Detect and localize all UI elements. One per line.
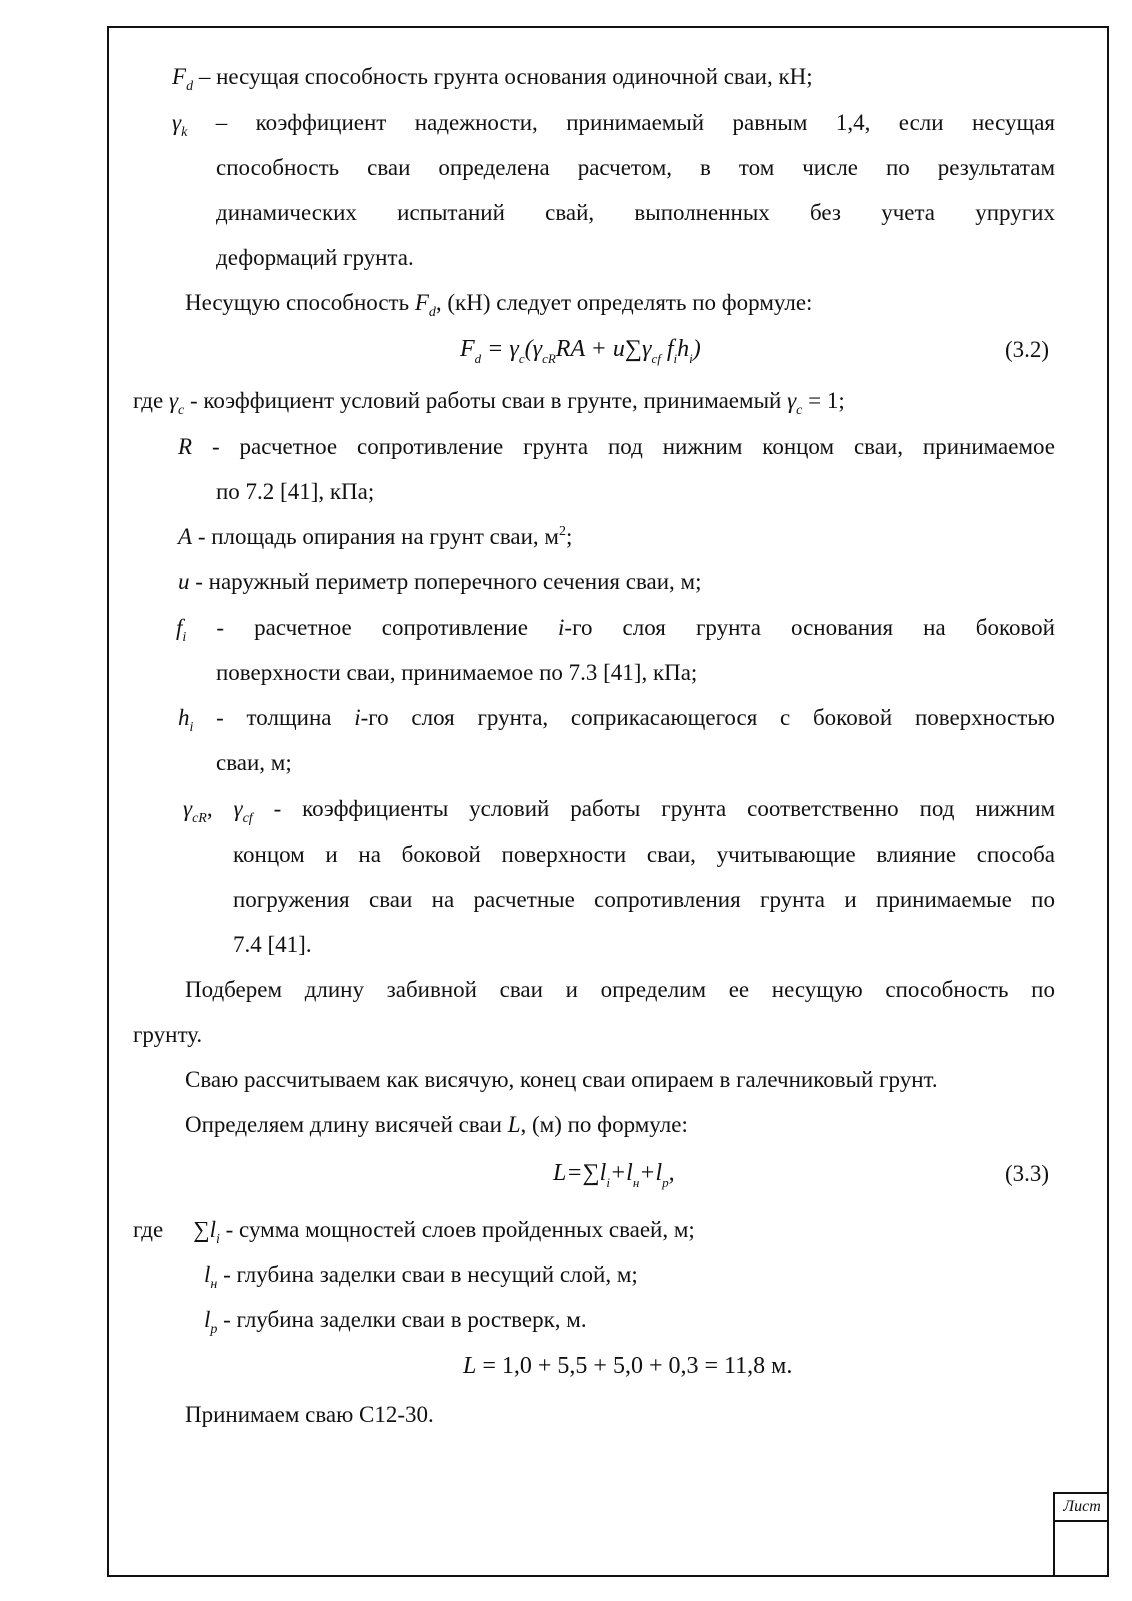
where-lead: где xyxy=(133,388,169,413)
def-fd xyxy=(172,63,813,95)
def-gcr xyxy=(183,795,1055,827)
sym-l-p: l xyxy=(204,1307,211,1332)
formula-3-3: $L=\sum l_i+l_н+l_p$, xyxy=(553,1160,675,1190)
para-length-before: Определяем длину висячей сваи xyxy=(185,1112,508,1137)
para-fd-before: Несущую способность xyxy=(185,290,415,315)
def-fi-a: - расчетное сопротивление xyxy=(186,615,559,640)
formula-3-3-number: (3.3) xyxy=(1005,1161,1050,1186)
def-a-sup: 2 xyxy=(558,524,566,539)
def-fd-text: – несущая способность грунта основания одиночной сваи, кН; xyxy=(193,64,813,89)
def-ln-text: - глубина заделки сваи в несущий слой, м; xyxy=(217,1262,638,1287)
para-length-sym: L xyxy=(507,1112,521,1137)
para-length-after: , (м) по формуле: xyxy=(520,1112,688,1137)
sym-a: A xyxy=(178,524,193,549)
sym-l-n: l xyxy=(204,1262,211,1287)
sub-h-i: i xyxy=(189,720,194,735)
sym-f: F xyxy=(172,64,187,89)
para-fd-sub: d xyxy=(428,305,436,320)
sym-gamma: γ xyxy=(172,110,182,135)
where-gamma-c-value: = 1; xyxy=(802,388,845,413)
sym-gamma-c: γ xyxy=(168,388,179,413)
sub-cr: cR xyxy=(192,811,207,826)
sym-f-i: f xyxy=(176,615,183,640)
def-hi-a: - толщина xyxy=(193,705,355,730)
para-accept: Принимаем сваю С12-30. xyxy=(185,1402,434,1427)
def-gamma-k-text: – коэффициент надежности, принимаемый равным 1,4, если несущая xyxy=(187,110,1055,135)
def-hi xyxy=(178,704,1055,736)
def-gcr-cont-2: погружения сваи на расчетные сопротивления грунта и принимаемые по xyxy=(233,887,1055,912)
def-a-tail: ; xyxy=(565,524,573,549)
where-gamma-c-text: - коэффициент условий работы сваи в грунте, принимаемый xyxy=(184,388,788,413)
def-r xyxy=(178,433,1055,461)
calc-line xyxy=(463,1351,792,1381)
def-fi-cont: поверхности сваи, принимаемое по 7.3 [41], кПа; xyxy=(216,660,698,685)
def-ln xyxy=(204,1261,638,1293)
where-gamma-c: где $\gamma_c$ - коэффициент условий работы сваи в грунте, принимаемый $\gamma_c = 1$; xyxy=(133,388,845,418)
sym-u: u xyxy=(178,569,190,594)
def-gcr-cont-3: 7.4 [41]. xyxy=(233,932,312,957)
calc-unit: м. xyxy=(765,1353,793,1379)
sym-gamma-cr: γ xyxy=(183,796,193,821)
para-select-1: Подберем длину забивной сваи и определим ее несущую способность по xyxy=(185,977,1055,1002)
calc-rhs: = 1,0 + 5,5 + 5,0 + 0,3 = 11,8 xyxy=(476,1353,766,1379)
sub-cf: cf xyxy=(242,811,253,826)
formula-3-2-number: (3.2) xyxy=(1005,337,1050,362)
where-sum-text: - сумма мощностей слоев пройденных сваей, м; xyxy=(219,1217,695,1242)
def-gamma-k-cont-1: способность сваи определена расчетом, в том числе по результатам xyxy=(216,155,1055,180)
sym-r: R xyxy=(178,434,193,459)
where-sum xyxy=(133,1216,695,1248)
def-r-cont: по 7.2 [41], кПа; xyxy=(216,479,375,504)
def-hi-b: -го слоя грунта, соприкасающегося с боковой поверхностью xyxy=(360,705,1055,730)
def-gamma-k xyxy=(172,109,1055,141)
sub-k: k xyxy=(181,125,188,140)
def-a xyxy=(178,523,572,555)
def-lp-text: - глубина заделки сваи в ростверк, м. xyxy=(217,1307,587,1332)
sheet-label: Лист xyxy=(1055,1492,1109,1522)
def-gcr-sep: , xyxy=(206,796,234,821)
def-a-text: - площадь опирания на грунт сваи, м xyxy=(192,524,559,549)
def-gcr-text: - коэффициенты условий работы грунта соответственно под нижним xyxy=(252,796,1055,821)
sym-sum-l: ∑l xyxy=(193,1217,216,1242)
para-fd-after: , (кН) следует определять по формуле: xyxy=(435,290,813,315)
where-sum-lead: где xyxy=(133,1217,164,1242)
sub-i: i xyxy=(182,630,187,645)
sym-gamma-cf: γ xyxy=(233,796,243,821)
def-fi xyxy=(176,614,1055,646)
sub-d: d xyxy=(186,79,194,94)
para-length xyxy=(185,1111,688,1139)
para-select-2: грунту. xyxy=(133,1022,203,1047)
def-gcr-cont-1: концом и на боковой поверхности сваи, учитывающие влияние способа xyxy=(233,842,1055,867)
def-fi-i: i xyxy=(558,615,565,640)
sym-h: h xyxy=(178,705,190,730)
sub-n: н xyxy=(210,1277,218,1292)
def-hi-cont: сваи, м; xyxy=(216,750,292,775)
sub-sum-i: i xyxy=(216,1232,220,1247)
sub-p: p xyxy=(210,1322,218,1337)
def-u xyxy=(178,568,701,596)
def-fi-b: -го слоя грунта основания на боковой xyxy=(564,615,1055,640)
def-hi-i: i xyxy=(354,705,361,730)
para-fd-sym: F xyxy=(414,290,429,315)
formula-3-2: $F_d = \gamma_c(\gamma_{cR}RA + u\sum\gamma_{cf}$ $f_ih_i$) xyxy=(460,336,701,366)
sheet-stamp xyxy=(1053,1492,1109,1576)
sub-c: c xyxy=(178,403,185,418)
para-hang: Сваю рассчитываем как висячую, конец сваи опираем в галечниковый грунт. xyxy=(185,1067,938,1092)
def-gamma-k-cont-2: динамических испытаний свай, выполненных без учета упругих xyxy=(216,200,1055,225)
def-r-text: - расчетное сопротивление грунта под нижним концом сваи, принимаемое xyxy=(192,434,1055,459)
def-gamma-k-cont-3: деформаций грунта. xyxy=(216,245,414,270)
para-fd xyxy=(185,289,812,321)
calc-lhs: L xyxy=(463,1353,477,1379)
def-lp xyxy=(204,1306,587,1338)
def-u-text: - наружный периметр поперечного сечения сваи, м; xyxy=(189,569,702,594)
